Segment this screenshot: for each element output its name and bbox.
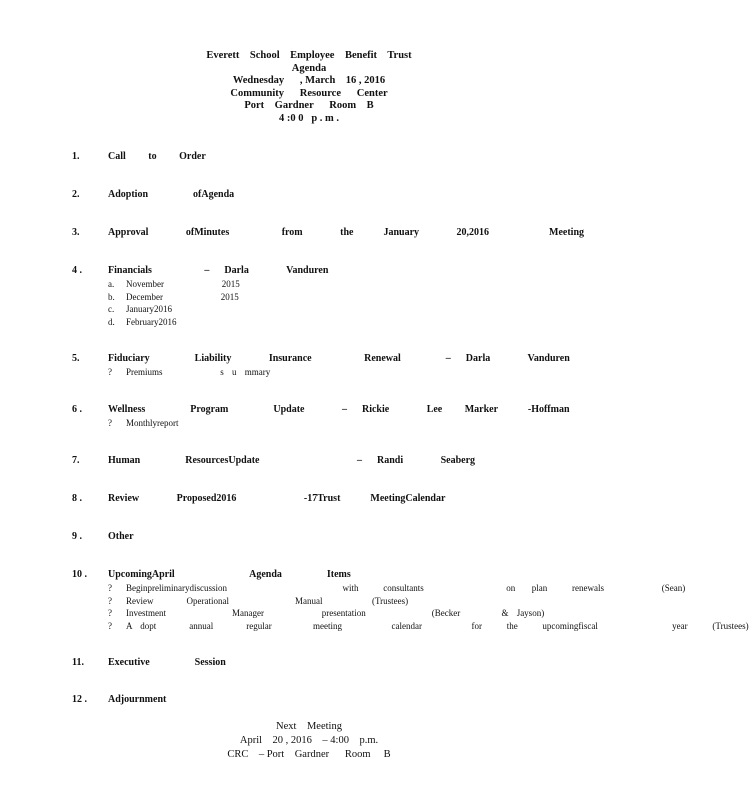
meeting-time: 4 :0 0 p . m . bbox=[278, 112, 340, 124]
agenda-sub-marker: ? bbox=[108, 583, 112, 593]
agenda-sub-text: December 2015 bbox=[126, 291, 239, 302]
agenda-sub-list bbox=[108, 417, 179, 430]
agenda-sub-text: November 2015 bbox=[126, 279, 240, 289]
document-title: Agenda bbox=[291, 62, 327, 74]
agenda-sub-text: Investment Manager presentation (Becker & Jayson) bbox=[126, 608, 545, 618]
agenda-item-title: Adoption ofAgenda bbox=[108, 189, 235, 200]
next-meeting-heading: Next Meeting bbox=[276, 721, 342, 732]
agenda-sub-item bbox=[108, 620, 749, 633]
agenda-item-number: 3. bbox=[72, 227, 80, 238]
agenda-item-title: Review Proposed2016 -17Trust MeetingCalendar bbox=[108, 493, 446, 504]
agenda-item-title: Financials – Darla Vanduren bbox=[108, 265, 329, 276]
agenda-item-number: 5. bbox=[72, 353, 80, 364]
agenda-sub-text: Premiums s u mmary bbox=[126, 367, 271, 377]
agenda-sub-marker: ? bbox=[108, 608, 112, 618]
agenda-sub-text: January2016 bbox=[126, 304, 172, 314]
agenda-sub-text: Beginpreliminarydiscussion with consultants on plan renewals (Sean) bbox=[126, 583, 686, 593]
agenda-sub-list bbox=[108, 278, 240, 328]
meeting-venue: Community Resource Center bbox=[230, 87, 388, 99]
agenda-sub-item bbox=[108, 607, 749, 620]
next-meeting-footer bbox=[0, 720, 618, 762]
agenda-item-number: 7. bbox=[72, 455, 80, 466]
agenda-sub-marker: d. bbox=[108, 316, 115, 327]
agenda-item-number: 12 . bbox=[72, 694, 87, 705]
agenda-item-number: 10 . bbox=[72, 569, 87, 580]
agenda-item-number: 4 . bbox=[72, 265, 82, 276]
agenda-sub-marker: ? bbox=[108, 418, 112, 428]
agenda-sub-list bbox=[108, 582, 749, 632]
agenda-item-title: Other bbox=[108, 531, 134, 542]
next-meeting-date: April 20 , 2016 – 4:00 p.m. bbox=[239, 735, 379, 746]
agenda-sub-item bbox=[108, 278, 240, 291]
agenda-sub-marker: a. bbox=[108, 279, 115, 289]
agenda-item-title: Executive Session bbox=[108, 657, 226, 668]
agenda-sub-text: Review Operational Manual (Trustees) bbox=[126, 595, 409, 606]
agenda-sub-list bbox=[108, 366, 270, 379]
organization-name: Everett School Employee Benefit Trust bbox=[206, 50, 412, 61]
agenda-sub-item bbox=[108, 291, 240, 304]
agenda-item-title: UpcomingApril Agenda Items bbox=[108, 569, 351, 580]
agenda-sub-marker: c. bbox=[108, 304, 115, 314]
agenda-sub-text: February2016 bbox=[126, 316, 177, 327]
agenda-item-number: 1. bbox=[72, 151, 80, 162]
agenda-sub-item bbox=[108, 303, 240, 316]
agenda-sub-marker: b. bbox=[108, 291, 115, 302]
agenda-sub-marker: ? bbox=[108, 367, 112, 377]
agenda-sub-item bbox=[108, 316, 240, 329]
meeting-date: Wednesday , March 16 , 2016 bbox=[232, 75, 386, 86]
agenda-item-number: 9 . bbox=[72, 531, 82, 542]
agenda-item-title: Wellness Program Update – Rickie Lee Marker -Hoffman bbox=[108, 404, 570, 415]
agenda-item-title: Approval ofMinutes from the January 20,2016 Meeting bbox=[108, 227, 585, 238]
agenda-item-number: 8 . bbox=[72, 493, 82, 504]
agenda-sub-marker: ? bbox=[108, 620, 112, 631]
agenda-sub-item bbox=[108, 417, 179, 430]
agenda-sub-item bbox=[108, 366, 270, 379]
agenda-sub-item bbox=[108, 595, 749, 608]
agenda-item-title: Human ResourcesUpdate – Randi Seaberg bbox=[108, 455, 476, 466]
agenda-item-title: Fiduciary Liability Insurance Renewal – Darla Vanduren bbox=[108, 353, 570, 364]
agenda-item-number: 11. bbox=[72, 657, 84, 668]
agenda-item-number: 6 . bbox=[72, 404, 82, 415]
agenda-sub-marker: ? bbox=[108, 595, 112, 606]
agenda-header bbox=[0, 50, 618, 125]
agenda-item-number: 2. bbox=[72, 189, 80, 200]
agenda-item-title: Adjournment bbox=[108, 694, 167, 705]
agenda-sub-text: Monthlyreport bbox=[126, 418, 179, 428]
agenda-sub-text: A dopt annual regular meeting calendar for the upcomingfiscal year (Trustees) bbox=[126, 620, 749, 631]
meeting-room: Port Gardner Room B bbox=[244, 100, 374, 111]
agenda-sub-item bbox=[108, 582, 749, 595]
agenda-item-title: Call to Order bbox=[108, 151, 206, 162]
next-meeting-location: CRC – Port Gardner Room B bbox=[227, 749, 391, 760]
